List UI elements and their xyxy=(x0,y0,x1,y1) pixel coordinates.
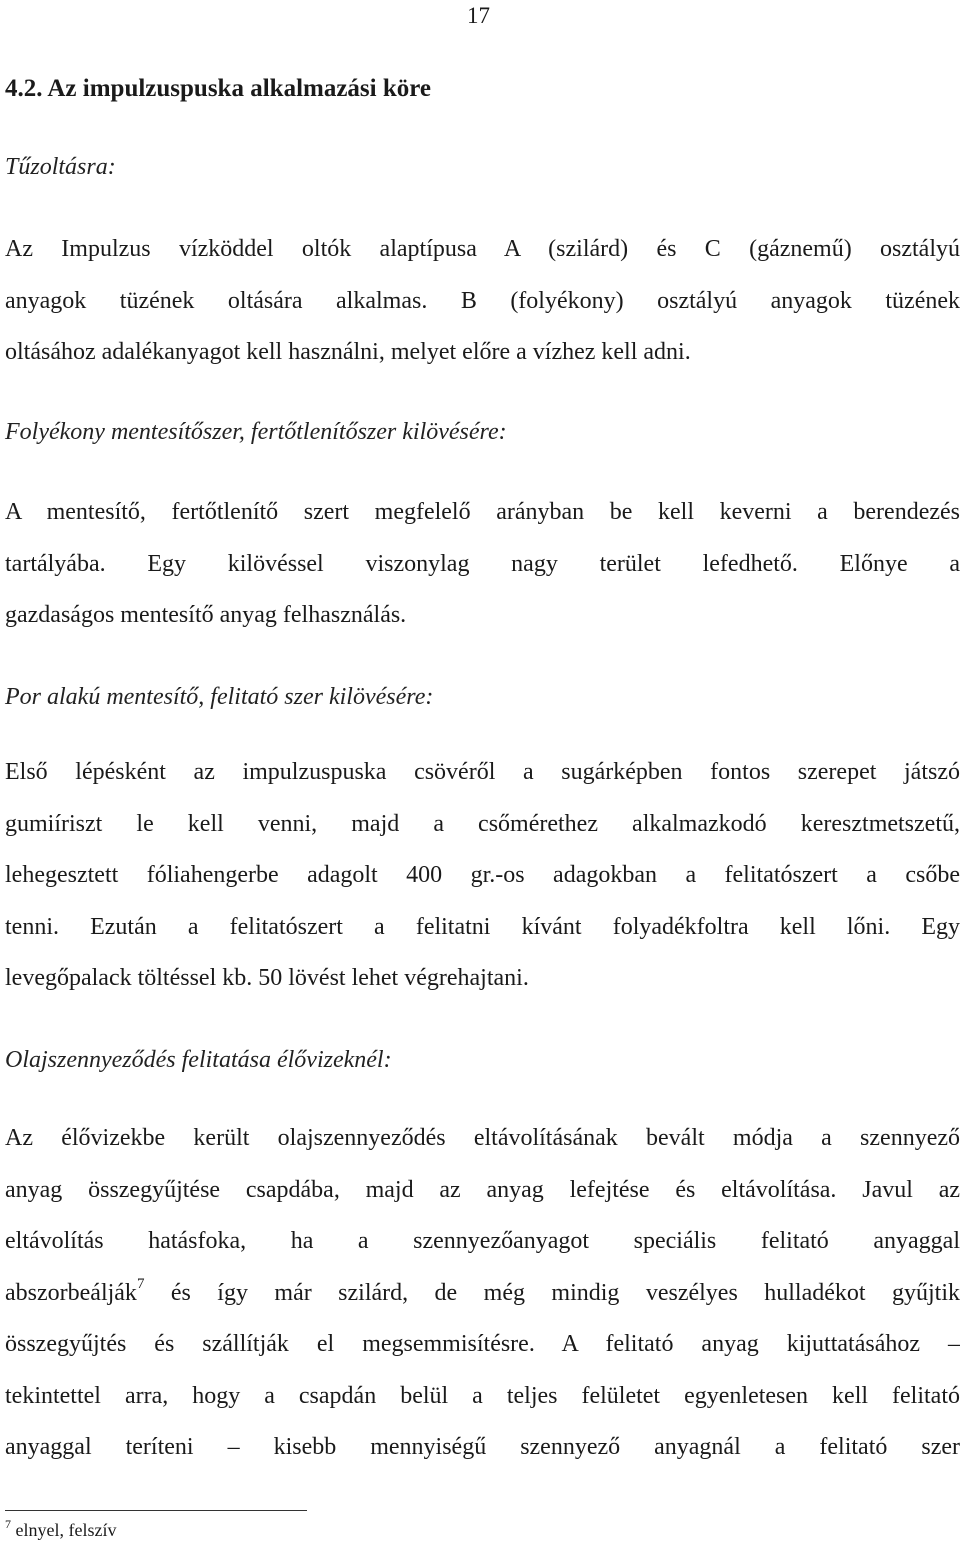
paragraph-tuzoltas xyxy=(5,224,960,379)
text-line: levegőpalack töltéssel kb. 50 lövést lehet végrehajtani. xyxy=(5,965,529,991)
chapter-heading: 4.2. Az impulzuspuska alkalmazási köre xyxy=(5,75,432,102)
text-line: lehegesztett fóliahengerbe adagolt 400 gr.-os adagokban a felitatószert a csőbe xyxy=(5,862,960,888)
paragraph-olajszennyezodes xyxy=(5,1113,960,1474)
text-line: gazdaságos mentesítő anyag felhasználás. xyxy=(5,602,407,628)
text-line: gumiíriszt le kell venni, majd a csőmérethez alkalmazkodó keresztmetszetű, xyxy=(5,810,960,837)
text-line: Az Impulzus vízköddel oltók alaptípusa A (szilárd) és C (gáznemű) osztályú xyxy=(5,236,960,262)
section-title-olajszennyezodes: Olajszennyeződés felitatása élővizeknél: xyxy=(5,1047,392,1073)
text-fragment: és így már szilárd, de még mindig veszélyes hulladékot gyűjtik xyxy=(144,1279,960,1306)
text-line: tekintettel arra, hogy a csapdán belül a teljes felületet egyenletesen kell felitató xyxy=(5,1382,960,1409)
footnote-separator xyxy=(5,1510,307,1511)
text-line: anyag összegyűjtése csapdába, majd az anyag lefejtése és eltávolítása. Javul az xyxy=(5,1176,960,1203)
section-title-folyekony: Folyékony mentesítőszer, fertőtlenítőszer kilövésére: xyxy=(5,419,507,445)
text-line: eltávolítás hatásfoka, ha a szennyezőanyagot speciális felitató anyaggal xyxy=(5,1228,960,1254)
footnote-text: elnyel, felszív xyxy=(11,1520,117,1540)
text-line: Az élővizekbe került olajszennyeződés eltávolításának bevált módja a szennyező xyxy=(5,1125,960,1151)
text-line-with-footnote xyxy=(5,1268,960,1320)
page-number: 17 xyxy=(467,3,490,28)
footnote-marker: 7 xyxy=(5,1517,11,1531)
text-line: anyagok tüzének oltására alkalmas. B (folyékony) osztályú anyagok tüzének xyxy=(5,287,960,314)
paragraph-folyekony xyxy=(5,487,960,642)
text-line: anyaggal teríteni – kisebb mennyiségű szennyező anyagnál a felitató szer xyxy=(5,1434,960,1460)
section-title-por-alaku: Por alakú mentesítő, felitató szer kilövésére: xyxy=(5,684,434,710)
text-line: A mentesítő, fertőtlenítő szert megfelelő arányban be kell keverni a berendezés xyxy=(5,499,960,525)
text-line: tartályába. Egy kilövéssel viszonylag nagy terület lefedhető. Előnye a xyxy=(5,550,960,577)
footnote-reference: 7 xyxy=(136,1275,145,1292)
text-line: oltásához adalékanyagot kell használni, melyet előre a vízhez kell adni. xyxy=(5,339,691,365)
footnote xyxy=(5,1517,117,1542)
text-fragment: abszorbeálják xyxy=(5,1279,137,1306)
text-line: összegyűjtés és szállítják el megsemmisítésre. A felitató anyag kijuttatásához – xyxy=(5,1331,960,1357)
text-line: tenni. Ezután a felitatószert a felitatni kívánt folyadékfoltra kell lőni. Egy xyxy=(5,913,960,940)
paragraph-por-alaku xyxy=(5,747,960,1005)
section-title-tuzoltas: Tűzoltásra: xyxy=(5,154,116,180)
text-line: Első lépésként az impulzuspuska csövéről a sugárképben fontos szerepet játszó xyxy=(5,759,960,785)
